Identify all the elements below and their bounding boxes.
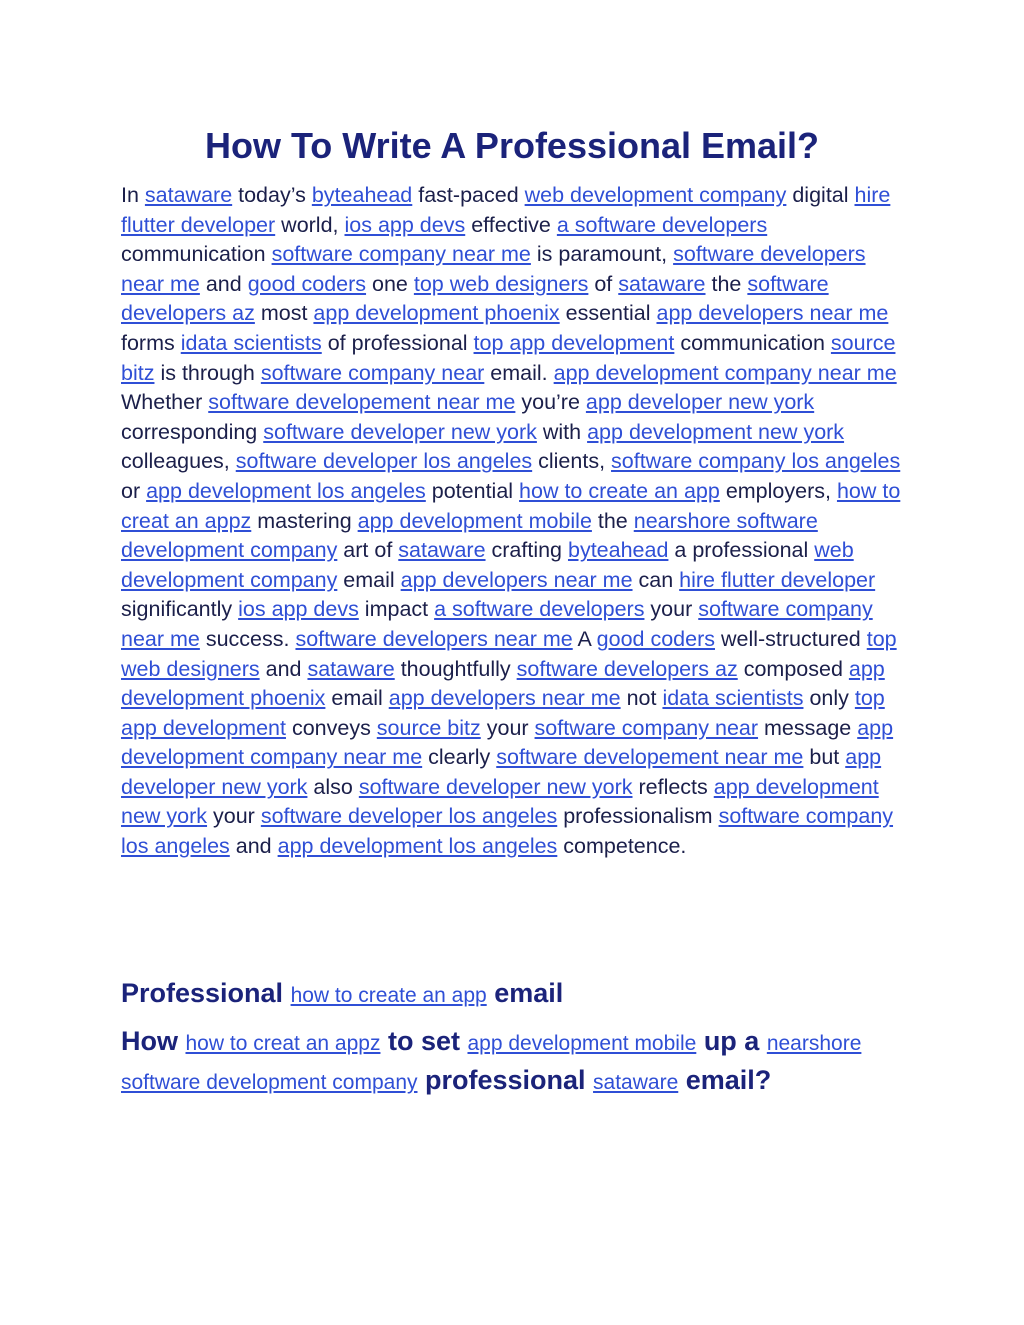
inline-link[interactable]: software developers near me xyxy=(121,242,866,296)
inline-link[interactable]: app development los angeles xyxy=(146,478,426,503)
text-run: email xyxy=(486,978,564,1008)
inline-link[interactable]: app developers near me xyxy=(400,567,633,592)
inline-link[interactable]: source bitz xyxy=(121,330,896,385)
inline-link[interactable]: software developers az xyxy=(121,271,829,326)
inline-link[interactable]: top app development xyxy=(121,686,885,740)
inline-link[interactable]: web development company xyxy=(121,538,854,592)
inline-link[interactable]: sataware xyxy=(618,271,706,296)
inline-link[interactable]: app development company near me xyxy=(553,360,897,385)
inline-link[interactable]: software company near me xyxy=(121,597,873,651)
text-run: and xyxy=(259,656,308,681)
text-run: corresponding xyxy=(121,419,264,444)
inline-link[interactable]: how to create an app xyxy=(290,984,487,1007)
inline-link[interactable]: app developers near me xyxy=(388,686,621,711)
inline-link[interactable]: hire flutter developer xyxy=(679,567,876,592)
inline-link[interactable]: sataware xyxy=(398,538,486,563)
text-run: is through xyxy=(154,360,261,385)
text-run: fast-paced xyxy=(412,183,525,207)
inline-link[interactable]: software developer new york xyxy=(358,774,633,799)
text-run: clients, xyxy=(532,449,612,474)
inline-link[interactable]: software developement near me xyxy=(208,390,516,415)
text-run: communication xyxy=(121,242,272,267)
text-run: Professional xyxy=(121,978,291,1008)
inline-link[interactable]: app development phoenix xyxy=(313,301,560,326)
inline-link[interactable]: app development los angeles xyxy=(277,834,558,859)
text-run: email? xyxy=(678,1065,772,1095)
inline-link[interactable]: app development mobile xyxy=(467,1032,697,1055)
text-run: employers, xyxy=(719,478,837,503)
text-run: crafting xyxy=(485,538,568,563)
inline-link[interactable]: web development company xyxy=(524,183,787,207)
text-run: you’re xyxy=(515,390,586,415)
text-run: success. xyxy=(199,626,296,651)
inline-link[interactable]: a software developers xyxy=(556,212,768,237)
text-run: of xyxy=(588,271,619,296)
inline-link[interactable]: app development company near me xyxy=(121,715,894,770)
text-run: thoughtfully xyxy=(394,656,517,681)
section-heading xyxy=(121,974,911,1015)
text-run: and xyxy=(199,271,248,296)
inline-link[interactable]: nearshore software development company xyxy=(121,508,818,563)
text-run: How xyxy=(121,1026,186,1056)
text-run: email xyxy=(337,567,401,592)
inline-link[interactable]: software developement near me xyxy=(496,745,804,770)
text-run: today’s xyxy=(232,183,312,207)
inline-link[interactable]: top web designers xyxy=(121,626,897,681)
text-run: Whether xyxy=(121,390,209,415)
text-run: to set xyxy=(380,1026,468,1056)
text-run: essential xyxy=(559,301,657,326)
text-run: effective xyxy=(465,212,557,237)
text-run: digital xyxy=(786,183,855,207)
inline-link[interactable]: hire flutter developer xyxy=(121,183,891,237)
text-run: message xyxy=(758,715,858,740)
inline-link[interactable]: software developers az xyxy=(516,656,738,681)
inline-link[interactable]: idata scientists xyxy=(662,686,804,711)
inline-link[interactable]: a software developers xyxy=(434,597,645,622)
inline-link[interactable]: sataware xyxy=(307,656,395,681)
inline-link[interactable]: sataware xyxy=(593,1071,679,1094)
text-run: your xyxy=(480,715,535,740)
text-run: not xyxy=(620,686,663,711)
text-run: significantly xyxy=(121,597,239,622)
text-run: your xyxy=(207,804,261,829)
text-run: but xyxy=(803,745,846,770)
text-run: of professional xyxy=(321,330,474,355)
text-run: can xyxy=(632,567,680,592)
text-run: most xyxy=(254,301,314,326)
text-run: your xyxy=(644,597,699,622)
text-run: and xyxy=(229,834,278,859)
inline-link[interactable]: app development new york xyxy=(121,774,879,829)
inline-link[interactable]: app development new york xyxy=(587,419,845,444)
text-run: In xyxy=(121,183,145,207)
page-title: How To Write A Professional Email? xyxy=(204,125,820,166)
inline-link[interactable]: good coders xyxy=(247,271,367,296)
inline-link[interactable]: nearshore software development company xyxy=(121,1032,862,1094)
text-run: a professional xyxy=(668,538,815,563)
text-run: up a xyxy=(696,1026,767,1056)
inline-link[interactable]: software developers near me xyxy=(295,626,573,651)
text-run: email xyxy=(325,686,389,711)
inline-link[interactable]: good coders xyxy=(596,626,715,651)
inline-link[interactable]: software company near me xyxy=(271,242,531,267)
inline-link[interactable]: ios app devs xyxy=(238,597,359,622)
text-run: one xyxy=(366,271,414,296)
text-run: only xyxy=(803,686,855,711)
text-run: professional xyxy=(417,1065,594,1095)
inline-link[interactable]: sataware xyxy=(144,183,233,207)
text-run: colleagues, xyxy=(121,449,236,474)
text-run: email. xyxy=(484,360,554,385)
inline-link[interactable]: byteahead xyxy=(311,183,413,207)
inline-link[interactable]: app development mobile xyxy=(357,508,592,533)
inline-link[interactable]: software developer new york xyxy=(263,419,537,444)
inline-link[interactable]: source bitz xyxy=(376,715,481,740)
inline-link[interactable]: app development phoenix xyxy=(121,656,885,711)
inline-link[interactable]: software developer los angeles xyxy=(260,804,558,829)
text-run: or xyxy=(121,478,147,503)
text-run: mastering xyxy=(251,508,358,533)
inline-link[interactable]: top app development xyxy=(473,330,675,355)
inline-link[interactable]: software developer los angeles xyxy=(235,449,533,474)
inline-link[interactable]: ios app devs xyxy=(344,212,466,237)
inline-link[interactable]: software company near xyxy=(534,715,759,740)
text-run: forms xyxy=(121,330,181,355)
text-run: with xyxy=(536,419,588,444)
text-run: impact xyxy=(358,597,435,622)
inline-link[interactable]: software company los angeles xyxy=(611,449,901,474)
text-run: world, xyxy=(275,212,345,237)
text-run: potential xyxy=(425,478,520,503)
inline-link[interactable]: software company near xyxy=(260,360,485,385)
text-run: clearly xyxy=(422,745,497,770)
text-run: competence. xyxy=(557,834,687,859)
inline-link[interactable]: software company los angeles xyxy=(121,804,894,859)
text-run: composed xyxy=(737,656,849,681)
text-run: reflects xyxy=(632,774,714,799)
inline-link[interactable]: byteahead xyxy=(567,538,669,563)
text-run: A xyxy=(572,626,597,651)
inline-link[interactable]: top web designers xyxy=(413,271,589,296)
inline-link[interactable]: app developer new york xyxy=(121,745,882,799)
text-run: is paramount, xyxy=(530,242,674,267)
text-run: art of xyxy=(337,538,399,563)
inline-link[interactable]: app developers near me xyxy=(656,301,889,326)
inline-link[interactable]: how to create an app xyxy=(519,478,720,503)
text-run: conveys xyxy=(285,715,377,740)
inline-link[interactable]: app developer new york xyxy=(585,390,815,415)
text-run: professionalism xyxy=(557,804,719,829)
inline-link[interactable]: how to creat an appz xyxy=(121,478,901,533)
text-run: the xyxy=(705,271,748,296)
inline-link[interactable]: how to creat an appz xyxy=(185,1032,381,1055)
text-run: the xyxy=(591,508,634,533)
subsection-heading xyxy=(121,1023,911,1101)
body-paragraph xyxy=(121,181,911,862)
inline-link[interactable]: idata scientists xyxy=(180,330,322,355)
text-run: also xyxy=(307,774,359,799)
text-run: communication xyxy=(674,330,831,355)
text-run: well-structured xyxy=(715,626,867,651)
